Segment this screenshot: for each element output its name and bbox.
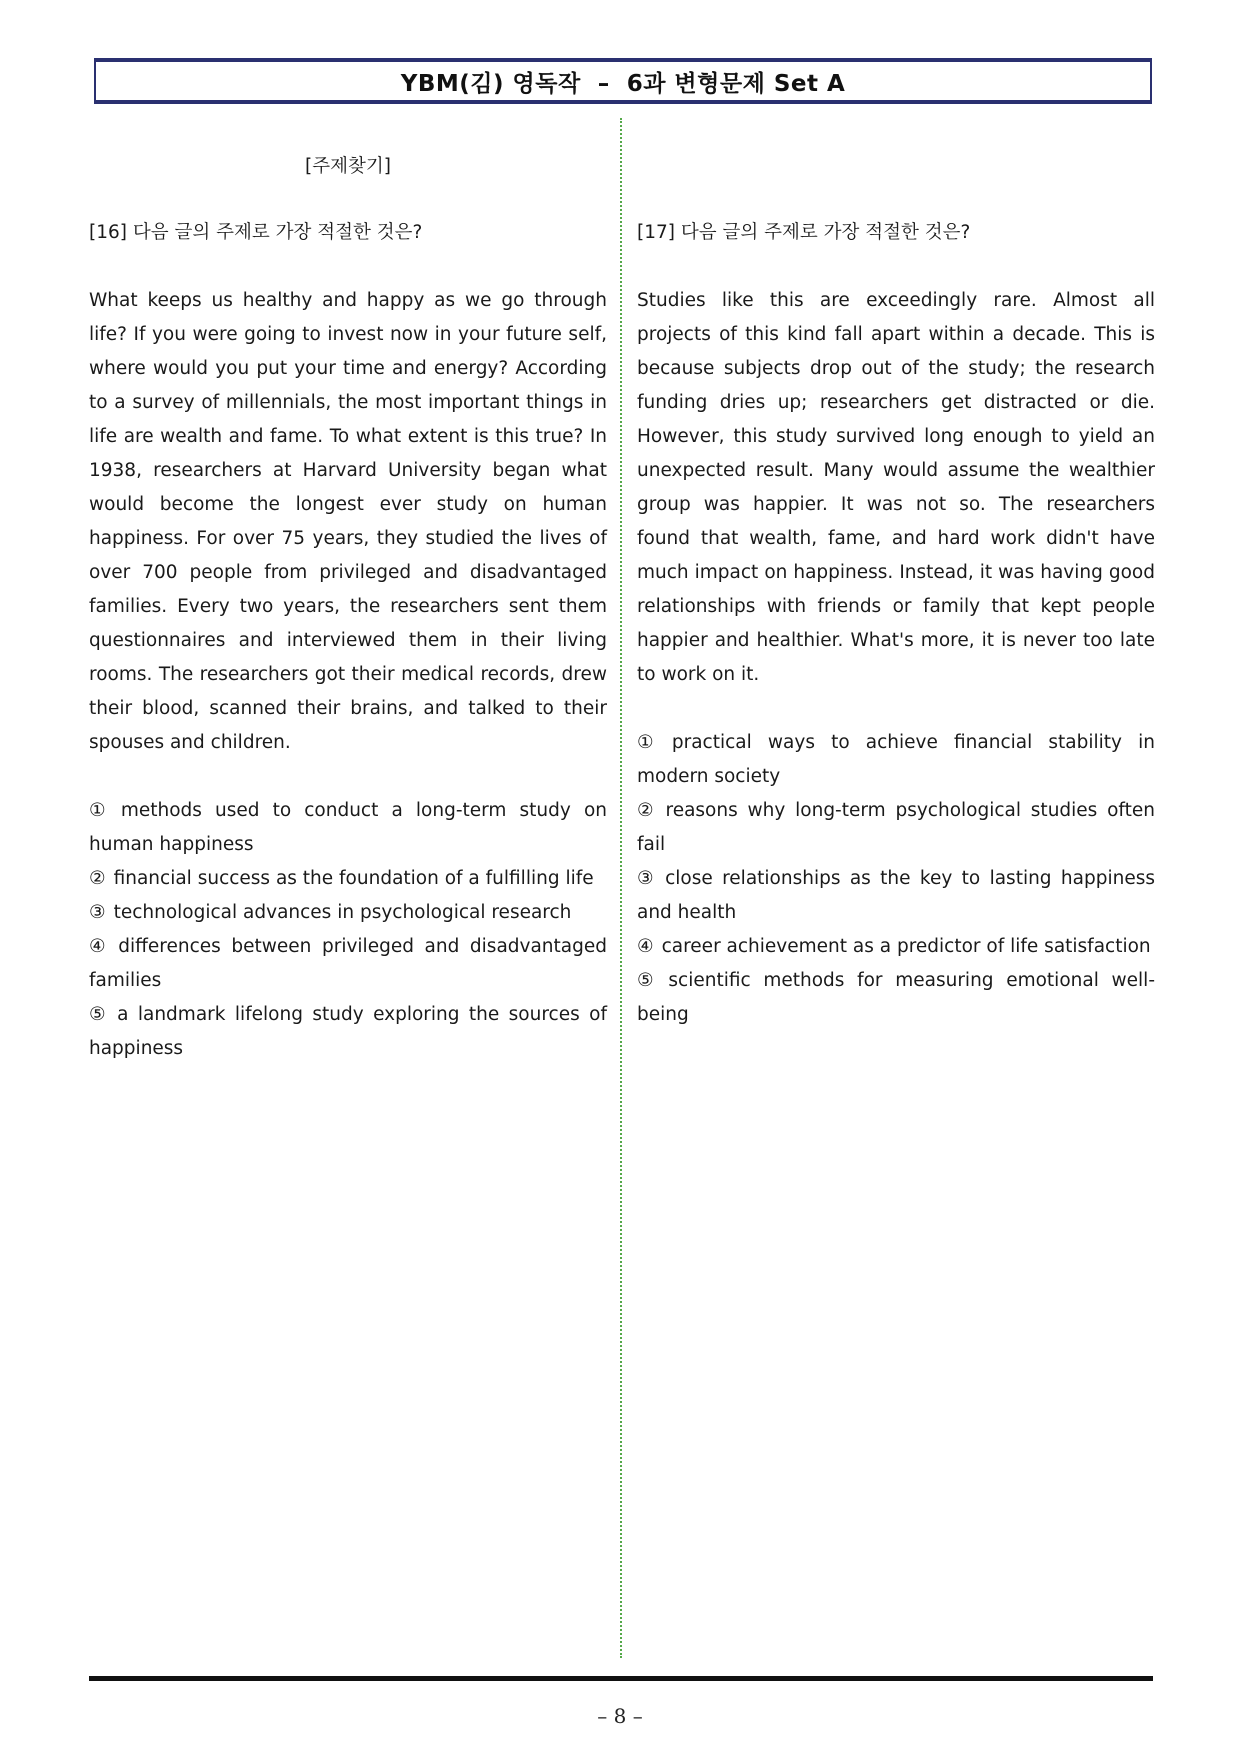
choice-16-3[interactable] bbox=[89, 896, 607, 930]
page-number: – 8 – bbox=[597, 1704, 643, 1728]
choice-text: differences between privileged and disadvantaged families bbox=[89, 936, 607, 991]
document-header bbox=[94, 58, 1152, 104]
choice-number: ⑤ bbox=[89, 1004, 110, 1025]
choice-16-1[interactable] bbox=[89, 794, 607, 862]
choice-16-4[interactable] bbox=[89, 930, 607, 998]
choice-number: ② bbox=[89, 868, 106, 889]
footer-rule bbox=[89, 1676, 1153, 1681]
section-spacer bbox=[637, 150, 1155, 184]
passage-17: Studies like this are exceedingly rare. Almost all projects of this kind fall apart within a decade. This is because subjects drop out of the study; the research funding dries up; researchers get distracted or die. However, this study survived long enough to yield an unexpected result. Many would assume the wealthier group was happier. It was not so. The researchers found that wealth, fame, and hard work didn't have much impact on happiness. Instead, it was having good relationships with friends or family that kept people happier and healthier. What's more, it is never too late to work on it. bbox=[637, 290, 1155, 685]
choice-17-4[interactable] bbox=[637, 930, 1155, 964]
choice-text: close relationships as the key to lasting happiness and health bbox=[637, 868, 1155, 923]
choice-number: ③ bbox=[637, 868, 658, 889]
choice-17-5[interactable] bbox=[637, 964, 1155, 1032]
choice-number: ① bbox=[637, 732, 664, 753]
choice-17-3[interactable] bbox=[637, 862, 1155, 930]
choice-number: ② bbox=[637, 800, 658, 821]
choice-text: technological advances in psychological research bbox=[113, 902, 572, 923]
choices-16 bbox=[89, 794, 607, 1066]
choice-16-5[interactable] bbox=[89, 998, 607, 1066]
choice-number: ④ bbox=[637, 936, 654, 957]
choice-text: career achievement as a predictor of life satisfaction bbox=[661, 936, 1151, 957]
choice-16-2[interactable] bbox=[89, 862, 607, 896]
choice-text: reasons why long-term psychological studies often fail bbox=[637, 800, 1155, 855]
choice-number: ③ bbox=[89, 902, 106, 923]
passage-16: What keeps us healthy and happy as we go through life? If you were going to invest now in your future self, where would you put your time and energy? According to a survey of millennials, the most important things in life are wealth and fame. To what extent is this true? In 1938, researchers at Harvard University began what would become the longest ever study on human happiness. For over 75 years, they studied the lives of over 700 people from privileged and disadvantaged families. Every two years, the researchers sent them questionnaires and interviewed them in their living rooms. The researchers got their medical records, drew their blood, scanned their brains, and talked to their spouses and children. bbox=[89, 290, 607, 753]
choice-number: ④ bbox=[89, 936, 111, 957]
column-divider bbox=[620, 118, 622, 1658]
choices-17 bbox=[637, 726, 1155, 1032]
right-column bbox=[637, 150, 1155, 1032]
question-16: [16] 다음 글의 주제로 가장 적절한 것은? bbox=[89, 222, 423, 243]
document-title: YBM(김) 영독작 – 6과 변형문제 Set A bbox=[400, 70, 846, 97]
question-17: [17] 다음 글의 주제로 가장 적절한 것은? bbox=[637, 222, 971, 243]
choice-text: methods used to conduct a long-term study on human happiness bbox=[89, 800, 607, 855]
section-tag: [주제찾기] bbox=[305, 156, 391, 177]
choice-number: ⑤ bbox=[637, 970, 661, 991]
choice-text: scientific methods for measuring emotional well-being bbox=[637, 970, 1155, 1025]
choice-text: a landmark lifelong study exploring the sources of happiness bbox=[89, 1004, 607, 1059]
left-column bbox=[89, 150, 607, 1066]
choice-number: ① bbox=[89, 800, 113, 821]
choice-text: financial success as the foundation of a fulfilling life bbox=[113, 868, 594, 889]
choice-text: practical ways to achieve financial stability in modern society bbox=[637, 732, 1155, 787]
choice-17-2[interactable] bbox=[637, 794, 1155, 862]
choice-17-1[interactable] bbox=[637, 726, 1155, 794]
